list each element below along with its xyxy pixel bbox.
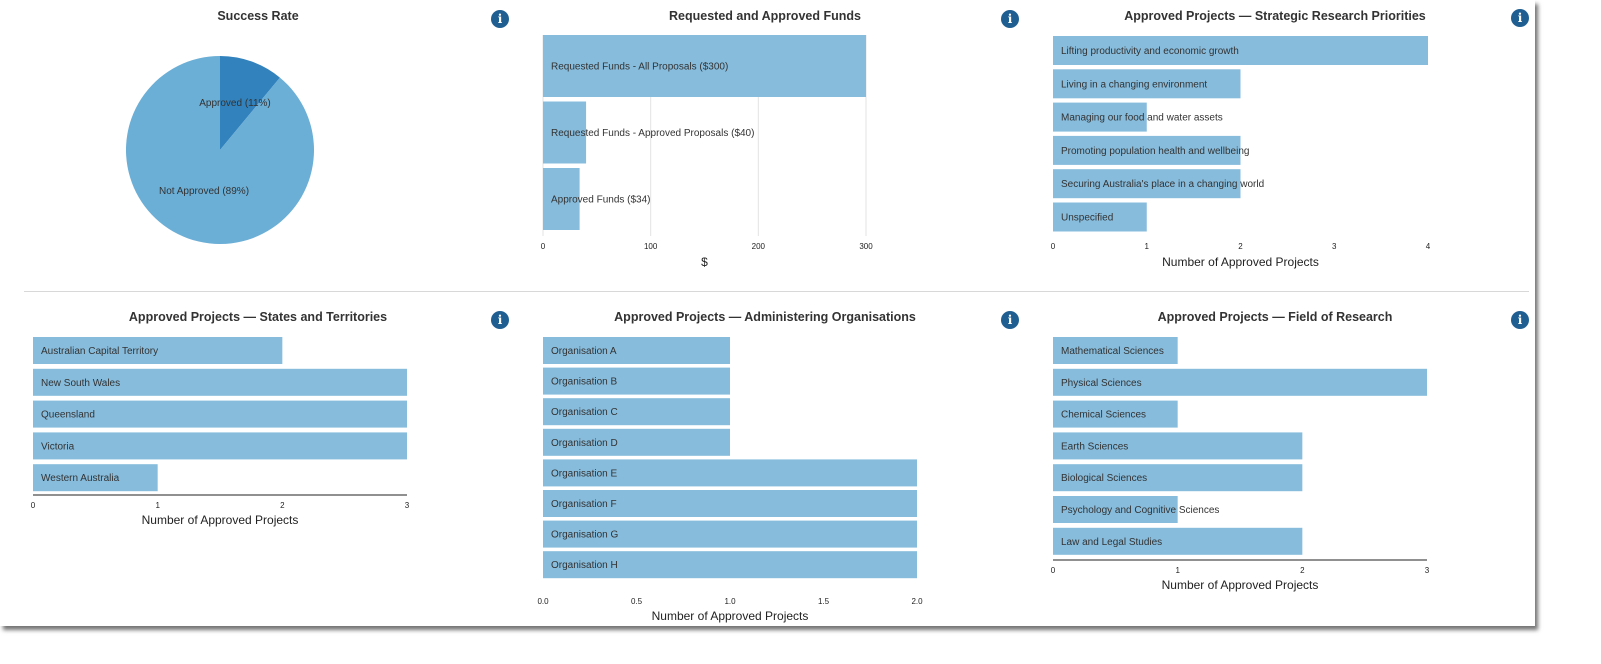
bar-label: Earth Sciences bbox=[1061, 441, 1129, 453]
x-tick-label: 200 bbox=[751, 242, 766, 251]
x-tick-label: 3 bbox=[1424, 566, 1430, 575]
bar-label: Requested Funds - Approved Proposals ($40) bbox=[551, 128, 755, 139]
info-icon[interactable]: i bbox=[491, 10, 509, 28]
bar-label: Biological Sciences bbox=[1061, 473, 1148, 485]
x-tick-label: 2.0 bbox=[911, 597, 923, 606]
bar-label: Organisation H bbox=[551, 560, 618, 572]
x-tick-label: 0 bbox=[1050, 242, 1056, 251]
bar-label: Requested Funds - All Proposals ($300) bbox=[551, 61, 729, 73]
chart-title: Approved Projects — Field of Research bbox=[1157, 310, 1393, 324]
bar-label: Organisation A bbox=[551, 346, 617, 357]
pie-chart-success-rate bbox=[0, 20, 510, 290]
bar-label: Western Australia bbox=[41, 473, 120, 485]
chart-title: Requested and Approved Funds bbox=[669, 9, 861, 23]
bar-label: Promoting population health and wellbeing bbox=[1061, 145, 1250, 157]
x-axis-title: Number of Approved Projects bbox=[1162, 255, 1319, 269]
info-icon[interactable]: i bbox=[1511, 9, 1529, 27]
bar-label: Law and Legal Studies bbox=[1061, 536, 1163, 548]
x-tick-label: 1 bbox=[1175, 566, 1180, 575]
x-tick-label: 4 bbox=[1425, 242, 1431, 251]
x-tick-label: 2 bbox=[280, 501, 285, 510]
panel-success-rate bbox=[0, 0, 510, 290]
bar-label: Approved Funds ($34) bbox=[551, 194, 651, 206]
bar-label: Psychology and Cognitive Sciences bbox=[1061, 505, 1220, 516]
x-axis-title: Number of Approved Projects bbox=[141, 513, 299, 527]
chart-title: Success Rate bbox=[217, 9, 299, 23]
pie-slice bbox=[126, 56, 314, 244]
x-tick-label: 0 bbox=[30, 501, 36, 510]
info-icon[interactable]: i bbox=[1001, 311, 1019, 329]
panel-strategic-research-priorities bbox=[1020, 0, 1530, 290]
chart-title: Approved Projects — States and Territories bbox=[128, 310, 388, 324]
x-axis-title: Number of Approved Projects bbox=[1161, 578, 1319, 592]
x-tick-label: 2 bbox=[1300, 566, 1305, 575]
x-tick-label: 3 bbox=[1332, 242, 1337, 251]
bar-label: Organisation F bbox=[551, 499, 617, 510]
x-tick-label: 3 bbox=[404, 501, 410, 510]
panel-administering-organisations bbox=[510, 300, 1020, 626]
panel-field-of-research bbox=[1020, 300, 1530, 626]
info-icon[interactable]: i bbox=[1511, 311, 1529, 329]
bar-label: New South Wales bbox=[41, 377, 121, 389]
x-tick-label: 1.0 bbox=[724, 597, 736, 606]
x-tick-label: 100 bbox=[643, 242, 658, 251]
x-tick-label: 1.5 bbox=[817, 597, 830, 606]
bar-chart-states bbox=[0, 320, 510, 626]
bar-label: Living in a changing environment bbox=[1061, 79, 1208, 91]
bar-label: Australian Capital Territory bbox=[41, 346, 159, 357]
bar-label: Chemical Sciences bbox=[1061, 409, 1147, 421]
bar-label: Queensland bbox=[41, 409, 95, 421]
x-tick-label: 300 bbox=[859, 242, 873, 251]
bar-chart-funds bbox=[510, 20, 1020, 290]
x-tick-label: 0.5 bbox=[630, 597, 643, 606]
chart-title: Approved Projects — Administering Organisations bbox=[614, 310, 916, 324]
pie-label: Not Approved (89%) bbox=[158, 186, 250, 197]
panel-states-territories bbox=[0, 300, 510, 626]
x-tick-label: 1 bbox=[1144, 242, 1149, 251]
bar-label: Organisation D bbox=[551, 437, 618, 449]
chart-title: Approved Projects — Strategic Research Priorities bbox=[1124, 9, 1426, 23]
x-tick-label: 1 bbox=[155, 501, 160, 510]
bar-label: Lifting productivity and economic growth bbox=[1061, 46, 1239, 57]
info-icon[interactable]: i bbox=[491, 311, 509, 329]
bar bbox=[33, 432, 407, 459]
bar-label: Organisation E bbox=[551, 468, 618, 480]
bar-label: Organisation B bbox=[551, 376, 618, 388]
x-tick-label: 0 bbox=[1050, 566, 1056, 575]
row-divider bbox=[24, 291, 1529, 292]
panel-requested-approved-funds bbox=[510, 0, 1020, 290]
x-tick-label: 0.0 bbox=[537, 597, 549, 606]
bar-chart-organisations bbox=[510, 320, 1020, 626]
bar-label: Securing Australia's place in a changing world bbox=[1061, 179, 1265, 191]
bar-label: Unspecified bbox=[1061, 212, 1114, 224]
bar-label: Victoria bbox=[41, 441, 75, 453]
x-tick-label: 2 bbox=[1238, 242, 1243, 251]
info-icon[interactable]: i bbox=[1001, 10, 1019, 28]
bar-label: Organisation G bbox=[551, 529, 619, 541]
bar-chart-field-of-research bbox=[1020, 320, 1530, 626]
x-axis-title: Number of Approved Projects bbox=[651, 609, 809, 623]
bar-label: Physical Sciences bbox=[1061, 377, 1142, 389]
bar-label: Mathematical Sciences bbox=[1061, 346, 1164, 357]
bar-label: Organisation C bbox=[551, 407, 618, 419]
bar-label: Managing our food and water assets bbox=[1061, 112, 1223, 124]
bar-chart-priorities bbox=[1020, 20, 1530, 290]
x-tick-label: 0 bbox=[540, 242, 546, 251]
pie-label: Approved (11%) bbox=[199, 98, 271, 109]
x-axis-title: $ bbox=[701, 255, 708, 269]
